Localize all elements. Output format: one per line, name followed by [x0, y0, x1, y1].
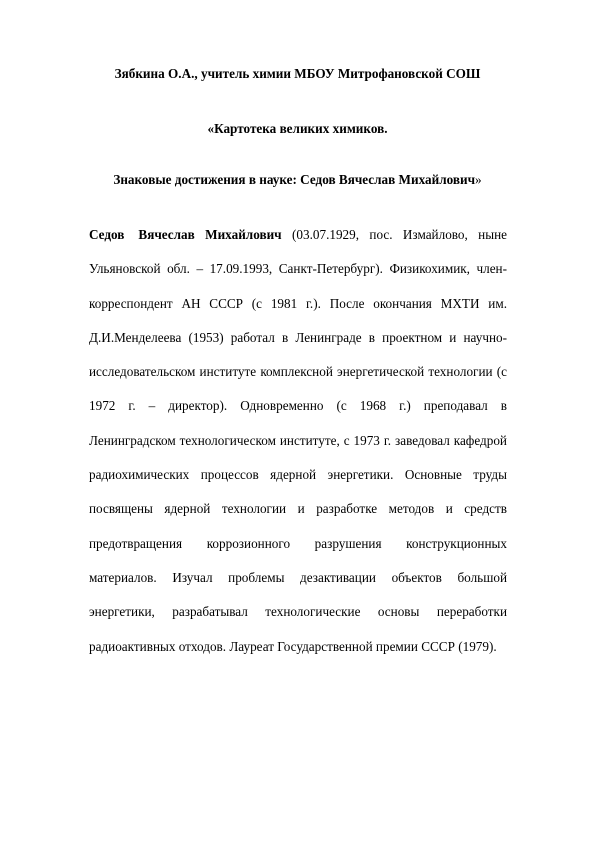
title-line-2 [0, 172, 595, 188]
author-line: Зябкина О.А., учитель химии МБОУ Митрофановской СОШ [114, 66, 481, 81]
article-surname: Седов [89, 227, 125, 242]
title-line-1: «Картотека великих химиков. [207, 121, 388, 136]
article-body [89, 218, 507, 664]
article-text: (03.07.1929, пос. Измайлово, ныне Ульяновской обл. – 17.09.1993, Санкт-Петербург). Физикохимик, член-корреспондент АН СССР (с 1981 г.). После окончания МХТИ им. Д.И.Менделеева (1953) работал в Ленинграде в проектном и научно-исследовательском институте комплексной энергетической технологии (с 1972 г. – директор). Одновременно (с 1968 г.) преподавал в Ленинградском технологическом институте, с 1973 г. заведовал кафедрой радиохимических процессов ядерной энергетики. Основные труды посвящены ядерной технологии и разработке методов и средств предотвращения коррозионного разрушения конструкционных материалов. Изучал проблемы дезактивации объектов большой энергетики, разрабатывал технологические основы переработки радиоактивных отходов. Лауреат Государственной премии СССР (1979). [89, 227, 508, 654]
article-given-names: Вячеслав Михайлович [138, 227, 282, 242]
article-paragraph [89, 218, 507, 664]
title-line-2-close-quote: » [475, 172, 482, 187]
title-line-2-text: Знаковые достижения в науке: Седов Вячеслав Михайлович [113, 172, 476, 187]
